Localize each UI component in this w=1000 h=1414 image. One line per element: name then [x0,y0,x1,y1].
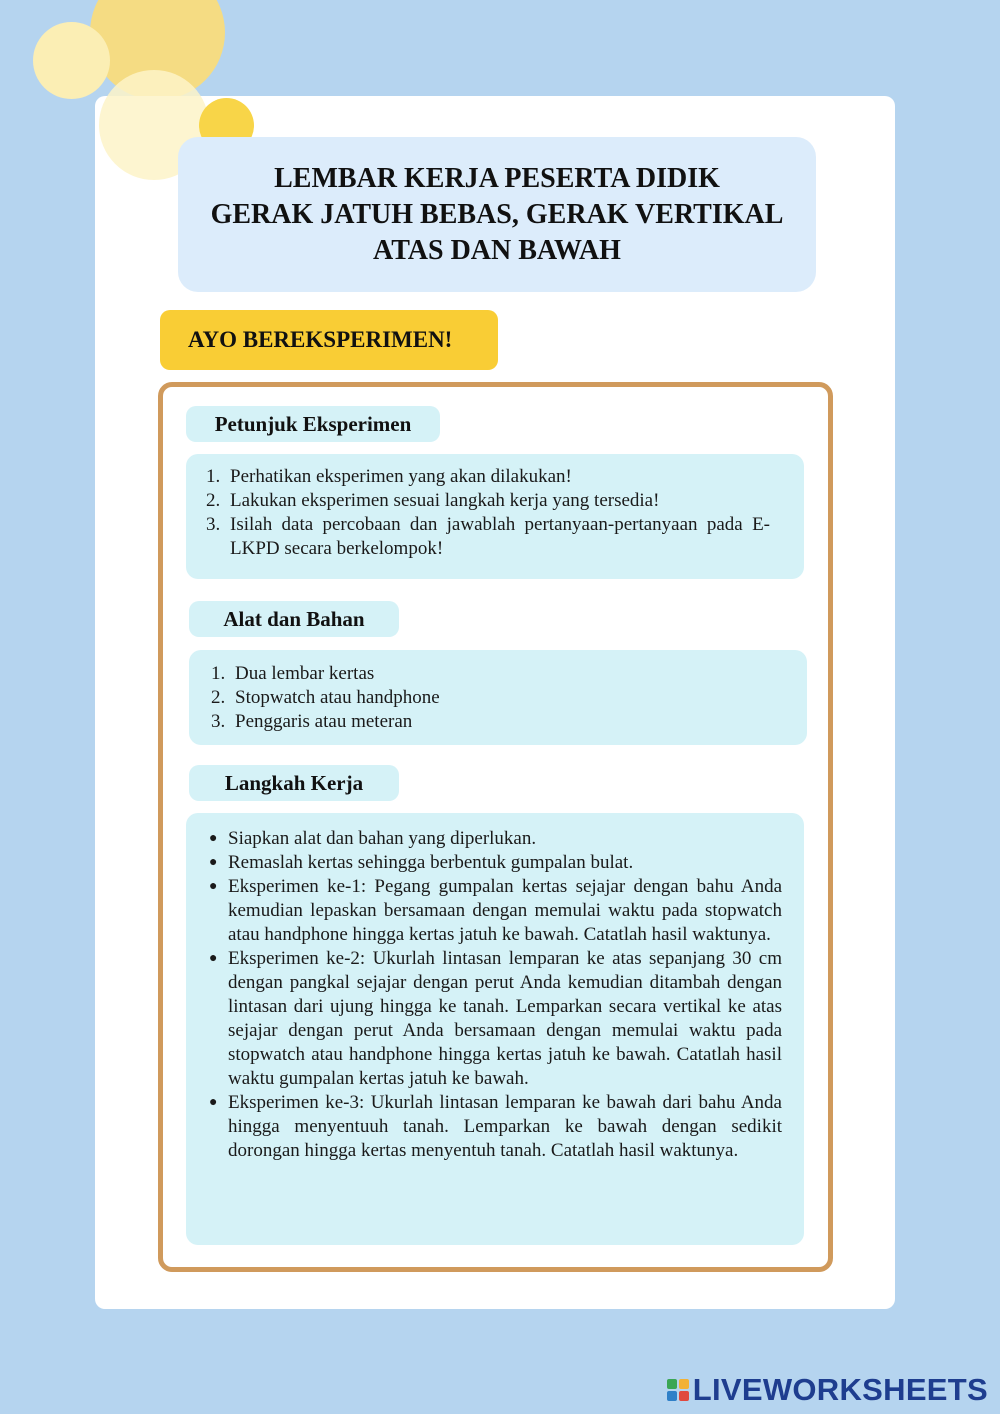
item-text: Eksperimen ke-3: Ukurlah lintasan lemparan ke bawah dari bahu Anda hingga menyentuuh tanah. Lemparkan ke bawah dengan sedikit dorongan hingga kertas menyentuh tanah. Catatlah hasil waktunya. [228,1092,782,1161]
item-text: Isilah data percobaan dan jawablah pertanyaan-pertanyaan pada E-LKPD secara berkelompok! [230,514,770,559]
item-number: 2. [206,490,221,511]
list-item [206,465,770,489]
list-item [206,827,782,851]
list-item [206,513,770,561]
title-line-1: LEMBAR KERJA PESERTA DIDIK [274,162,720,194]
logo-square [679,1391,689,1401]
item-number: 2. [211,687,226,708]
bullet-icon: ● [209,879,218,894]
item-number: 3. [206,514,221,535]
item-text: Dua lembar kertas [235,663,375,684]
title-line-3: ATAS DAN BAWAH [373,234,621,266]
list-item [206,875,782,947]
bullet-icon: ● [209,855,218,870]
petunjuk-panel [186,454,804,579]
item-number: 3. [211,711,226,732]
item-text: Lakukan eksperimen sesuai langkah kerja yang tersedia! [230,490,660,511]
title-box [178,137,816,292]
alat-heading: Alat dan Bahan [189,601,399,637]
item-text: Perhatikan eksperimen yang akan dilakukan! [230,466,572,487]
logo-square [667,1391,677,1401]
alat-panel [189,650,807,745]
langkah-list [206,827,782,1163]
petunjuk-list [206,465,770,561]
item-text: Siapkan alat dan bahan yang diperlukan. [228,828,537,849]
alat-list [211,662,777,734]
experiment-banner: AYO BEREKSPERIMEN! [160,310,498,370]
list-item [206,947,782,1091]
list-item [211,686,777,710]
title-line-2: GERAK JATUH BEBAS, GERAK VERTIKAL [210,198,784,230]
bullet-icon: ● [209,951,218,966]
item-number: 1. [206,466,221,487]
liveworksheets-brand[interactable] [667,1372,988,1408]
item-text: Eksperimen ke-1: Pegang gumpalan kertas sejajar dengan bahu Anda kemudian lepaskan bersamaan dengan memulai waktu pada stopwatch atau handphone hingga kertas jatuh ke bawah. Catatlah hasil waktunya. [228,876,782,945]
logo-square [679,1379,689,1389]
item-text: Eksperimen ke-2: Ukurlah lintasan lemparan ke atas sepanjang 30 cm dengan pangkal sejajar dengan perut Anda kemudian ditambah dengan lintasan dari ujung hingga ke tanah. Lemparkan secara vertikal ke atas sejajar dengan perut Anda bersamaan dengan memulai waktu pada stopwatch atau handphone hingga kertas jatuh ke bawah. Catatlah hasil waktu gumpalan kertas jatuh ke bawah. [228,948,782,1089]
list-item [206,1091,782,1163]
item-text: Remaslah kertas sehingga berbentuk gumpalan bulat. [228,852,634,873]
langkah-heading: Langkah Kerja [189,765,399,801]
list-item [206,851,782,875]
list-item [211,662,777,686]
petunjuk-heading: Petunjuk Eksperimen [186,406,440,442]
bullet-icon: ● [209,831,218,846]
item-text: Penggaris atau meteran [235,711,413,732]
langkah-panel [186,813,804,1245]
item-text: Stopwatch atau handphone [235,687,440,708]
brand-text: LIVEWORKSHEETS [692,1372,988,1407]
bullet-icon: ● [209,1095,218,1110]
decor-circle-small [33,22,110,99]
list-item [211,710,777,734]
logo-square [667,1379,677,1389]
item-number: 1. [211,663,226,684]
list-item [206,489,770,513]
liveworksheets-logo-icon [667,1379,689,1401]
